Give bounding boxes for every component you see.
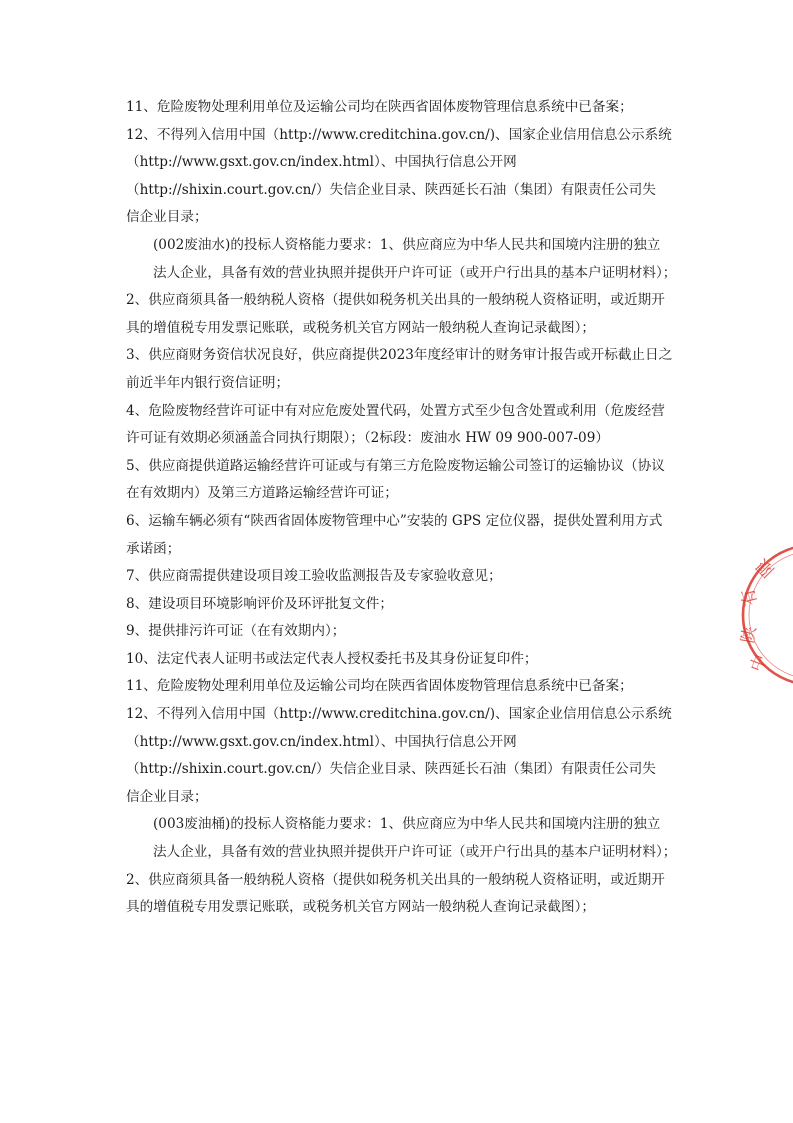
paragraph <box>126 563 684 591</box>
text-line: 11、危险废物处理利用单位及运输公司均在陕西省固体废物管理信息系统中已备案； <box>126 678 633 695</box>
text-line: 承诺函； <box>126 540 181 557</box>
paragraph <box>126 673 684 701</box>
text-line: 2、供应商须具备一般纳税人资格（提供如税务机关出具的一般纳税人资格证明，或近期开 <box>126 292 665 309</box>
text-line: （http://shixin.court.gov.cn/）失信企业目录、陕西延长石油（集团）有限责任公司失 <box>126 181 656 198</box>
paragraph <box>126 398 684 453</box>
text-line: 9、提供排污许可证（在有效期内）； <box>126 623 346 640</box>
text-line: 法人企业，具备有效的营业执照并提供开户许可证（或开户行出具的基本户证明材料）； <box>153 264 677 281</box>
text-line: 信企业目录； <box>126 788 208 805</box>
text-line: 11、危险废物处理利用单位及运输公司均在陕西省固体废物管理信息系统中已备案； <box>126 99 633 115</box>
svg-text:限: 限 <box>752 554 779 581</box>
text-line: 12、不得列入信用中国（http://www.creditchina.gov.cn/)、国家企业信用信息公示系统 <box>126 126 672 143</box>
text-line: (003废油桶)的投标人资格能力要求：1、供应商应为中华人民共和国境内注册的独立 <box>153 816 661 833</box>
text-line: 8、建设项目环境影响评价及环评批复文件； <box>126 595 393 612</box>
paragraph <box>126 287 684 342</box>
text-line: 10、法定代表人证明书或法定代表人授权委托书及其身份证复印件； <box>126 650 538 667</box>
paragraph <box>126 811 684 866</box>
text-line: （http://shixin.court.gov.cn/）失信企业目录、陕西延长石油（集团）有限责任公司失 <box>126 761 656 778</box>
svg-text:中: 中 <box>746 651 772 675</box>
text-line: (002废油水)的投标人资格能力要求：1、供应商应为中华人民共和国境内注册的独立 <box>153 236 661 253</box>
text-line: 5、供应商提供道路运输经营许可证或与有第三方危险废物运输公司签订的运输协议（协议 <box>126 457 665 474</box>
text-line: 3、供应商财务资信状况良好，供应商提供2023年度经审计的财务审计报告或开标截止日之 <box>126 347 673 364</box>
svg-text:有: 有 <box>738 586 762 608</box>
document-body <box>126 94 684 922</box>
paragraph <box>126 122 684 232</box>
paragraph <box>126 232 684 287</box>
text-line: 法人企业，具备有效的营业执照并提供开户许可证（或开户行出具的基本户证明材料）； <box>153 844 677 861</box>
paragraph <box>126 618 684 646</box>
red-seal-stamp <box>735 540 793 690</box>
paragraph <box>126 867 684 922</box>
paragraph <box>126 94 684 122</box>
text-line: 在有效期内）及第三方道路运输经营许可证； <box>126 485 398 502</box>
text-line: 6、运输车辆必须有“陕西省固体废物管理中心”安装的 GPS 定位仪器，提供处置利用方式 <box>126 512 663 529</box>
text-line: 具的增值税专用发票记账联，或税务机关官方网站一般纳税人查询记录截图）； <box>126 899 595 916</box>
text-line: 2、供应商须具备一般纳税人资格（提供如税务机关出具的一般纳税人资格证明，或近期开 <box>126 871 665 888</box>
text-line: （http://www.gsxt.gov.cn/index.html）、中国执行信息公开网 <box>126 154 517 171</box>
text-line: 12、不得列入信用中国（http://www.creditchina.gov.cn/)、国家企业信用信息公示系统 <box>126 706 672 723</box>
text-line: 4、危险废物经营许可证中有对应危废处置代码，处置方式至少包含处置或利用（危废经营 <box>126 402 665 419</box>
paragraph <box>126 342 684 397</box>
text-line: （http://www.gsxt.gov.cn/index.html）、中国执行信息公开网 <box>126 733 517 750</box>
paragraph <box>126 646 684 674</box>
text-line: 许可证有效期必须涵盖合同执行期限）；（2标段：废油水 HW 09 900-007-09） <box>126 430 609 447</box>
text-line: 具的增值税专用发票记账联，或税务机关官方网站一般纳税人查询记录截图）； <box>126 319 595 336</box>
svg-text:陕: 陕 <box>738 624 761 645</box>
paragraph <box>126 453 684 508</box>
paragraph <box>126 701 684 811</box>
paragraph <box>126 591 684 619</box>
text-line: 前近半年内银行资信证明； <box>126 374 290 391</box>
text-line: 7、供应商需提供建设项目竣工验收监测报告及专家验收意见； <box>126 568 502 585</box>
paragraph <box>126 508 684 563</box>
text-line: 信企业目录； <box>126 209 208 226</box>
